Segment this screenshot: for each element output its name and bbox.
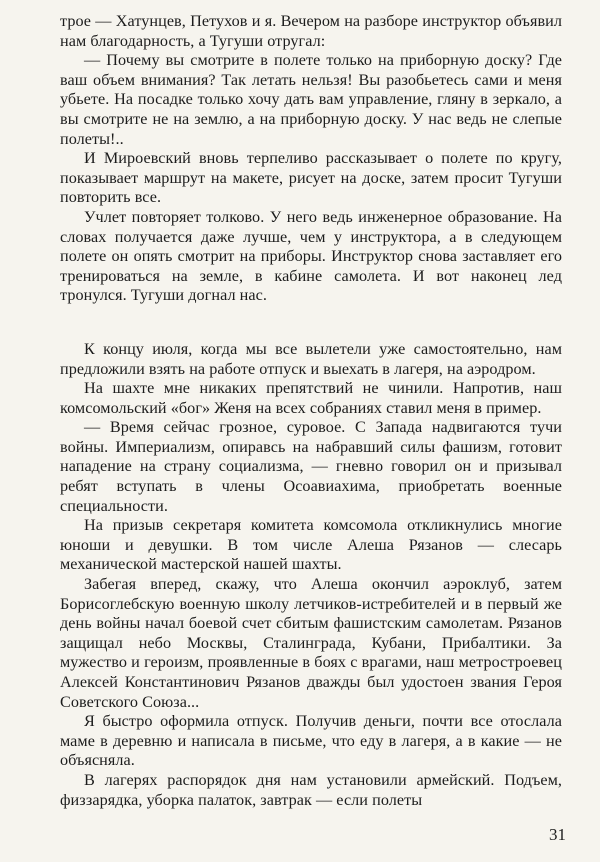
paragraph: На призыв секретаря комитета комсомола откликнулись многие юноши и девушки. В том числе Алеша Рязанов — слесарь механической мастерской нашей шахты.: [60, 516, 562, 574]
paragraph: Учлет повторяет толково. У него ведь инженерное образование. На словах получается даже лучше, чем у инструктора, а в следующем полете он опять смотрит на приборы. Инструктор снова заставляет его тренироваться на земле, в кабине самолета. И вот наконец лед тронулся. Тугуши догнал нас.: [60, 207, 562, 305]
paragraph: И Мироевский вновь терпеливо рассказывает о полете по кругу, показывает маршрут на макете, рисует на доске, затем просит Тугуши повторить все.: [60, 149, 562, 207]
paragraph: Я быстро оформила отпуск. Получив деньги, почти все отослала маме в деревню и написала в письме, что еду в лагеря, а в какие — не объясняла.: [60, 712, 562, 770]
paragraph: Забегая вперед, скажу, что Алеша окончил аэроклуб, затем Борисоглебскую военную школу летчиков-истребителей и в первый же день войны начал боевой счет сбитым фашистским самолетам. Рязанов защищал небо Москвы, Сталинграда, Кубани, Прибалтики. За мужество и героизм, проявленные в боях с врагами, наш метростроевец Алексей Константинович Рязанов дважды был удостоен звания Героя Советского Союза...: [60, 575, 562, 711]
paragraph: — Почему вы смотрите в полете только на приборную доску? Где ваш объем внимания? Так летать нельзя! Вы разобьетесь сами и меня убьете. На посадке только хочу дать вам управление, гляну в зеркало, а вы смотрите не на землю, а на приборную доску. У нас ведь не слепые полеты!..: [60, 51, 562, 148]
text-section-1: [60, 12, 562, 306]
paragraph: К концу июля, когда мы все вылетели уже самостоятельно, нам предложили взять на работе отпуск и выехать в лагеря, на аэродром.: [60, 339, 562, 378]
text-section-2: [60, 340, 562, 810]
paragraph: трое — Хатунцев, Петухов и я. Вечером на разборе инструктор объявил нам благодарность, а Тугуши отругал:: [60, 12, 562, 50]
paragraph: На шахте мне никаких препятствий не чинили. Напротив, наш комсомольский «бог» Женя на всех собраниях ставил меня в пример.: [60, 379, 562, 417]
paragraph: — Время сейчас грозное, суровое. С Запада надвигаются тучи войны. Империализм, опиравсь на набравший силы фашизм, готовит нападение на страну социализма, — гневно говорил он и призывал ребят вступать в члены Осоавиахима, приобретать военные специальности.: [60, 418, 562, 515]
page-number: 31: [549, 825, 566, 844]
paragraph: В лагерях распорядок дня нам установили армейский. Подъем, физзарядка, уборка палаток, завтрак — если полеты: [60, 770, 562, 809]
